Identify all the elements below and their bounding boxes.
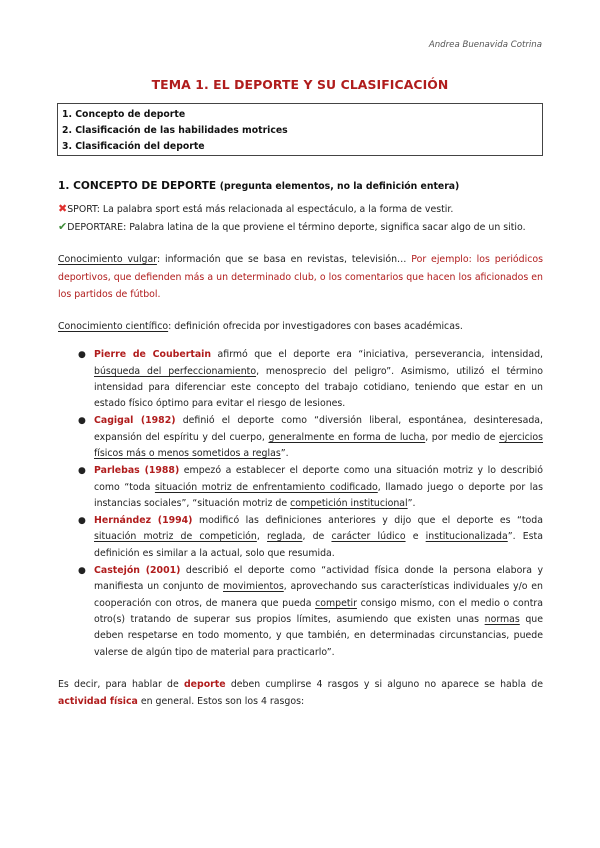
definition-text: ”.: [407, 497, 416, 509]
author-name: Parlebas (1988): [94, 465, 180, 477]
list-item: [58, 563, 543, 661]
conclusion-text: deben cumplirse 4 rasgos y si alguno no aparece se habla de: [225, 678, 543, 690]
table-of-contents: [57, 103, 543, 156]
deportare-definition: [58, 218, 543, 236]
definition-text: modificó las definiciones anteriores y dijo que el deporte es “toda: [192, 515, 543, 527]
conocimiento-vulgar: [58, 251, 543, 303]
author-name: Andrea Buenavida Cotrina: [428, 40, 542, 50]
underlined-term: movimientos: [223, 581, 284, 593]
vulgar-label: Conocimiento vulgar: [58, 254, 157, 266]
conclusion-text: Es decir, para hablar de: [58, 678, 184, 690]
underlined-term: situación motriz de competición: [94, 531, 257, 543]
cientifico-label: Conocimiento científico: [58, 321, 169, 333]
section-heading: [58, 180, 543, 192]
page-title: TEMA 1. EL DEPORTE Y SU CLASIFICACIÓN: [151, 77, 449, 92]
author-name: Cagigal (1982): [94, 415, 176, 427]
sport-definition: [58, 200, 543, 218]
underlined-term: competición institucional: [290, 497, 408, 509]
list-item: [58, 347, 543, 412]
definition-text: empezó a establecer el deporte como una situación motriz y lo describió como “toda: [94, 465, 543, 493]
bullet-icon: ●: [78, 566, 86, 577]
underlined-term: institucionalizada: [425, 531, 508, 543]
keyword-deporte: deporte: [183, 678, 226, 690]
bullet-icon: ●: [78, 466, 86, 477]
list-item: [58, 463, 543, 512]
section-heading-note: (pregunta elementos, no la definición entera): [219, 181, 460, 192]
cientifico-text: : definición ofrecida por investigadores con bases académicas.: [168, 321, 463, 333]
underlined-term: reglada: [267, 531, 303, 543]
section-heading-text: 1. CONCEPTO DE DEPORTE: [58, 180, 217, 192]
definition-text: afirmó que el deporte era “iniciativa, perseverancia, intensidad,: [211, 349, 543, 361]
sport-text: SPORT: La palabra sport está más relacionada al espectáculo, a la forma de vestir.: [67, 204, 454, 215]
definition-text: , aprovechando sus características individuales y/o en cooperación con otros, de manera que pueda: [94, 581, 544, 609]
definition-text: , llamado juego o deporte por las instancias sociales”, “situación motriz de: [94, 481, 543, 509]
author-name: Hernández (1994): [94, 515, 193, 527]
vulgar-text: : información que se basa en revistas, televisión…: [156, 254, 412, 266]
bullet-icon: ●: [78, 350, 86, 361]
definition-text: , de: [302, 531, 332, 543]
underlined-term: generalmente en forma de lucha: [268, 431, 426, 443]
underlined-term: competir: [315, 597, 357, 609]
definition-text: consigo mismo, con el medio o contra otro(s) tratando de superar sus propios límites, asumiendo que existen unas: [94, 597, 543, 625]
author-name: Castejón (2001): [94, 565, 181, 577]
definition-text: describió el deporte como “actividad física donde la persona elabora y manifiesta un conjunto de: [94, 565, 544, 593]
definition-text: que deben respetarse en todo momento, y que también, en determinadas circunstancias, puede valerse de algún tipo de material para practicarlo”.: [94, 613, 544, 658]
underlined-term: búsqueda del perfeccionamiento: [94, 365, 257, 377]
definition-text: ,: [256, 531, 268, 543]
toc-item: 2. Clasificación de las habilidades motrices: [62, 125, 288, 136]
definition-text: ”.: [280, 448, 289, 459]
underlined-term: ejercicios físicos más o menos sometidos a reglas: [94, 431, 544, 459]
conocimiento-cientifico: [58, 318, 543, 335]
toc-item: 3. Clasificación del deporte: [62, 141, 205, 152]
toc-item: 1. Concepto de deporte: [62, 109, 186, 120]
vulgar-example: Por ejemplo: los periódicos deportivos, que defienden más a un determinado club, o los comentarios que hacen los aficionados en los partidos de fútbol.: [58, 254, 543, 300]
conclusion-text: en general. Estos son los 4 rasgos:: [137, 696, 305, 708]
authors-list: [58, 347, 543, 661]
conclusion-paragraph: [58, 676, 543, 710]
underlined-term: situación motriz de enfrentamiento codificado: [154, 481, 378, 493]
definition-text: , por medio de: [425, 431, 500, 443]
list-item: [58, 413, 543, 462]
bullet-icon: ●: [78, 516, 86, 527]
underlined-term: carácter lúdico: [331, 531, 406, 543]
document-body: [58, 180, 543, 710]
underlined-term: normas: [484, 613, 520, 625]
check-mark-icon: ✔: [58, 220, 68, 234]
bullet-icon: ●: [78, 416, 86, 427]
list-item: [58, 513, 543, 562]
keyword-actividad-fisica: actividad física: [58, 696, 138, 708]
deportare-text: DEPORTARE: Palabra latina de la que proviene el término deporte, significa sacar algo de un sitio.: [67, 222, 526, 234]
cross-mark-icon: ✖: [58, 202, 68, 215]
definition-text: ”. Esta definición es similar a la actual, solo que resumida.: [94, 531, 543, 559]
author-name: Pierre de Coubertain: [94, 349, 212, 361]
definition-text: definió el deporte como “diversión liberal, espontánea, desinteresada, expansión del espíritu y del cuerpo,: [94, 415, 543, 443]
definition-text: , menosprecio del peligro”. Asimismo, utilizó el término intensidad para diferenciar este concepto del trabajo cotidiano, teniendo que estar en un estado físico óptimo para evitar el riesgo de lesiones.: [94, 365, 543, 410]
definition-text: e: [405, 531, 426, 543]
